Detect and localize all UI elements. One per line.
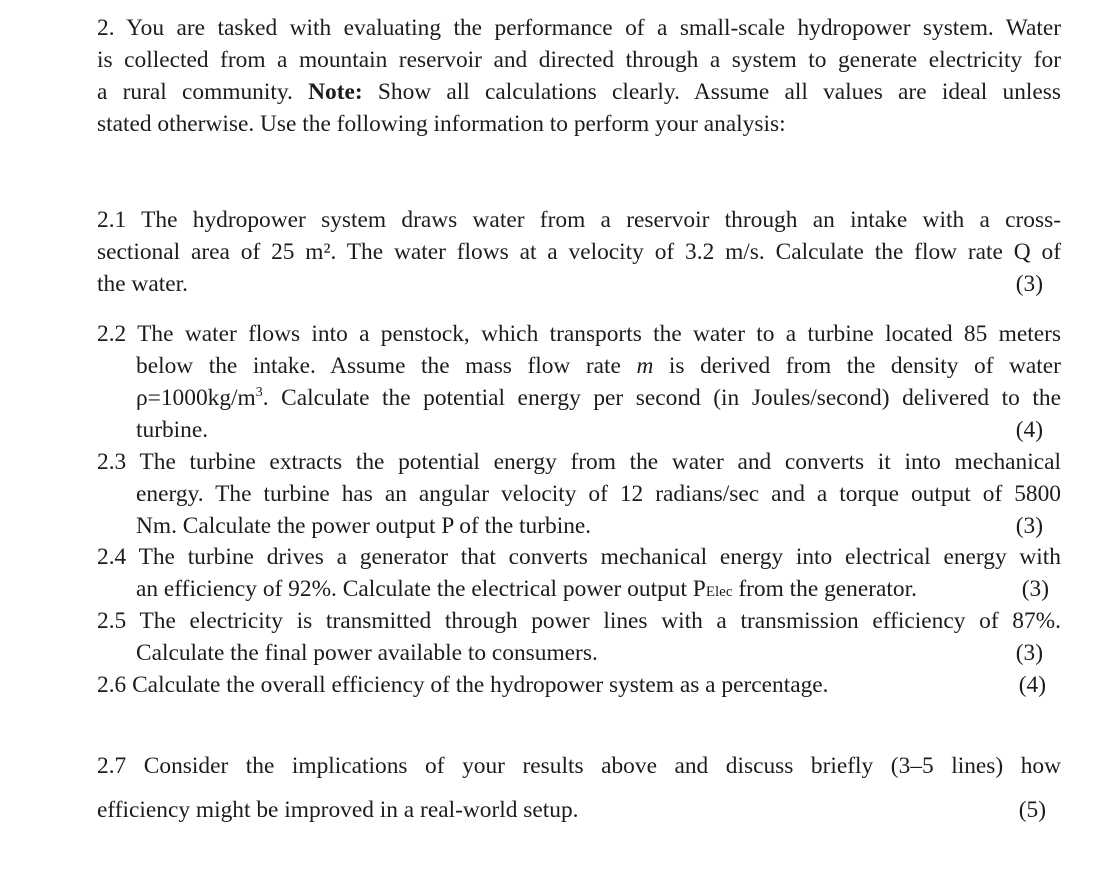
intro-line-2: is collected from a mountain reservoir and directed through a system to generate electricity for (97, 47, 1061, 73)
q26-marks: (4) (1018, 672, 1046, 698)
q22-line-2-post: is derived from the density of water (668, 353, 1061, 379)
q24-line-2-pre: an efficiency of 92%. Calculate the electrical power output P (136, 576, 706, 602)
intro-line-3 (97, 76, 1061, 108)
q24-marks: (3) (1021, 576, 1049, 602)
q26-line-1-text: 2.6 Calculate the overall efficiency of the hydropower system as a percentage. (97, 672, 829, 698)
q22-line-4-text: turbine. (136, 417, 209, 443)
q22-line-3-post: . Calculate the potential energy per second (in Joules/second) delivered to the (262, 385, 1061, 411)
q25-marks: (3) (1015, 640, 1043, 666)
q25-line-2 (136, 637, 1061, 669)
q27-line-2 (97, 794, 1061, 826)
q22-line-1: 2.2 The water flows into a penstock, which transports the water to a turbine located 85 meters (97, 321, 1061, 347)
q27-marks: (5) (1018, 797, 1046, 823)
mass-flow-symbol: m (636, 353, 654, 379)
q21-line-3 (97, 268, 1061, 300)
note-label: Note: (308, 79, 363, 105)
q23-line-3 (136, 510, 1061, 542)
q27-line-1: 2.7 Consider the implications of your results above and discuss briefly (3–5 lines) how (97, 753, 1061, 779)
q21-line-3-text: the water. (97, 271, 188, 297)
q22-line-2 (136, 350, 1061, 382)
q21-line-1: 2.1 The hydropower system draws water from a reservoir through an intake with a cross- (97, 207, 1061, 233)
q22-line-2-pre: below the intake. Assume the mass flow rate (136, 353, 621, 379)
q23-line-3-text: Nm. Calculate the power output P of the turbine. (136, 513, 592, 539)
q22-line-3-pre: ρ=1000kg/m (136, 385, 256, 411)
q24-line-2-post: from the generator. (738, 576, 917, 602)
q24-line-1: 2.4 The turbine drives a generator that converts mechanical energy into electrical energy with (97, 544, 1061, 570)
q24-line-2 (136, 573, 1061, 605)
q23-line-1: 2.3 The turbine extracts the potential energy from the water and converts it into mechanical (97, 449, 1061, 475)
p-elec-subscript: Elec (705, 584, 733, 600)
intro-line-4: stated otherwise. Use the following information to perform your analysis: (97, 111, 786, 137)
q22-marks: (4) (1015, 417, 1043, 443)
q23-marks: (3) (1015, 513, 1043, 539)
intro-line-3-post: Show all calculations clearly. Assume all values are ideal unless (377, 79, 1061, 105)
intro-line-1: 2. You are tasked with evaluating the performance of a small-scale hydropower system. Water (97, 15, 1061, 41)
q22-line-3-sup: 3 (255, 385, 263, 401)
q25-line-1: 2.5 The electricity is transmitted through power lines with a transmission efficiency of 87%. (97, 608, 1061, 634)
q21-marks: (3) (1015, 271, 1043, 297)
q21-line-2: sectional area of 25 m². The water flows at a velocity of 3.2 m/s. Calculate the flow rate Q of (97, 239, 1061, 265)
intro-line-3-pre: a rural community. (97, 79, 293, 105)
q22-line-3 (136, 382, 1061, 414)
q26-line-1 (97, 669, 1061, 701)
q23-line-2: energy. The turbine has an angular velocity of 12 radians/sec and a torque output of 5800 (136, 481, 1061, 507)
q27-line-2-text: efficiency might be improved in a real-world setup. (97, 797, 579, 823)
q25-line-2-text: Calculate the final power available to consumers. (136, 640, 598, 666)
q22-line-4 (136, 414, 1061, 446)
